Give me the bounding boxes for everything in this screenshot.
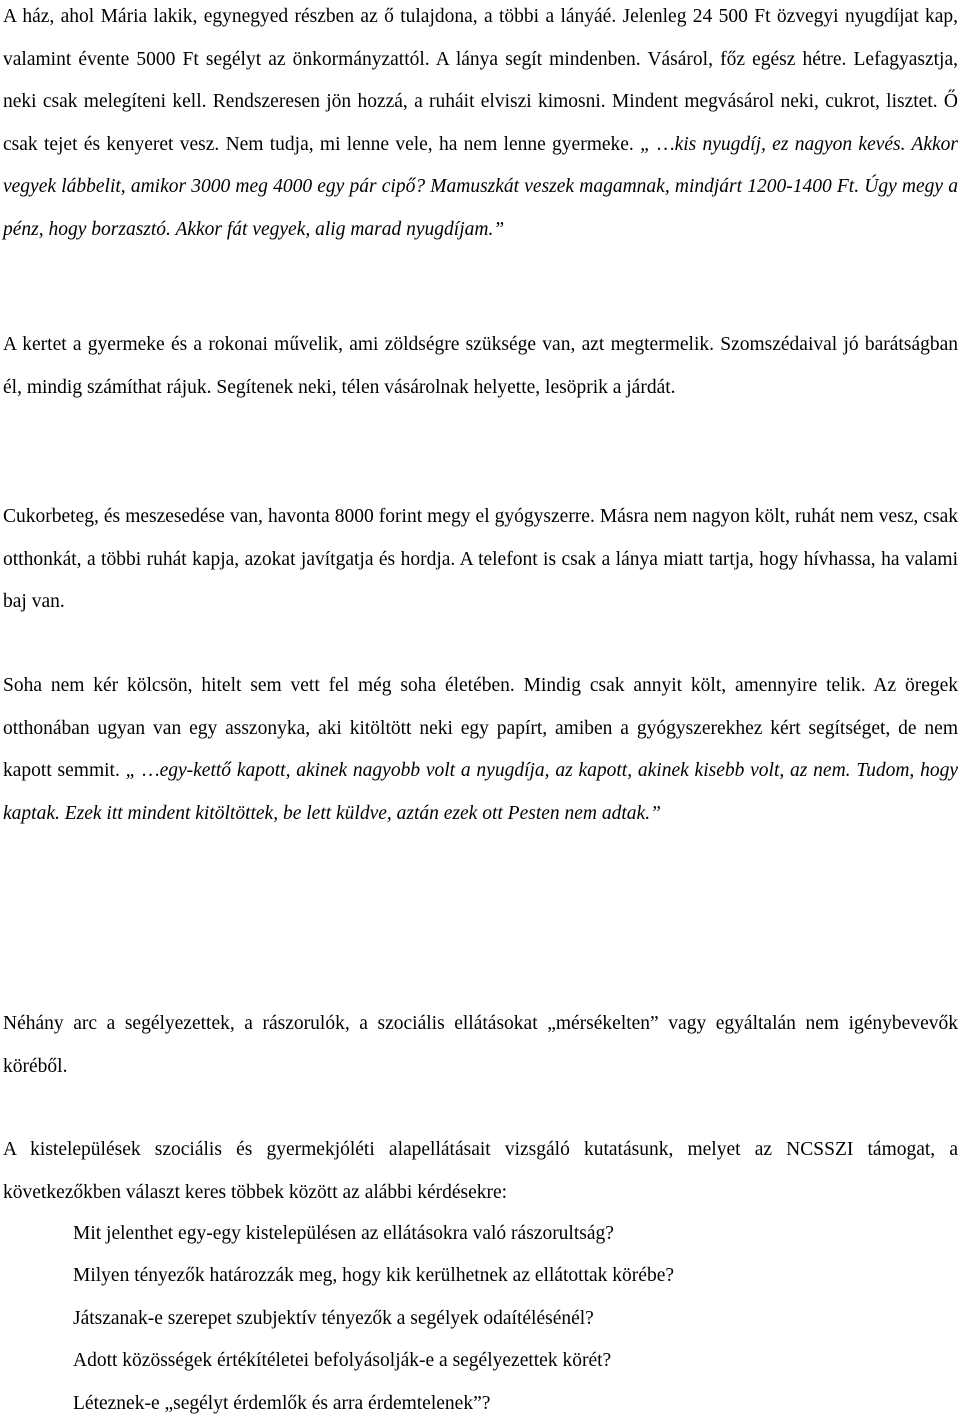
paragraph-faces-intro: Néhány arc a segélyezettek, a rászorulók, a szociális ellátásokat „mérsékelten” vagy egyáltalán nem igénybevevők köréből. xyxy=(3,1013,958,1077)
interview-quote: „ …kis nyugdíj, ez nagyon kevés. Akkor vegyek lábbelit, amikor 3000 meg 4000 egy pár cipő? Mamuszkát veszek magamnak, mindjárt 1200-1400 Ft. Úgy megy a pénz, hogy borzasztó. Akkor fát vegyek, alig marad nyugdíjam.” xyxy=(3,133,958,240)
research-questions-list xyxy=(73,1213,953,1425)
research-question: Mit jelenthet egy-egy kistelepülésen az ellátásokra való rászorultság? xyxy=(73,1223,614,1244)
paragraph-text: Soha nem kér kölcsön, hitelt sem vett fel még soha életében. Mindig csak annyit költ, amennyire telik. Az öregek otthonában ugyan van egy asszonyka, aki kitöltött neki egy papírt, amiben a gyógyszerekhez kért segítséget, de nem kapott semmit. xyxy=(3,675,958,782)
research-question: Milyen tényezők határozzák meg, hogy kik kerülhetnek az ellátottak körébe? xyxy=(73,1265,675,1287)
paragraph-maria-household xyxy=(3,0,958,252)
paragraph-garden-neighbors: A kertet a gyermeke és a rokonai művelik, ami zöldségre szüksége van, azt megtermelik. Szomszédaival jó barátságban él, mindig számíthat rájuk. Segítenek neki, télen vásárolnak helyette, lesöprik a járdát. xyxy=(3,334,958,398)
paragraph-research-intro: A kistelepülések szociális és gyermekjóléti alapellátásait vizsgáló kutatásunk, melyet az NCSSZI támogat, a következőkben választ keres többek között az alábbi kérdésekre: xyxy=(3,1139,958,1203)
paragraph-no-loans xyxy=(3,665,958,835)
research-question: Léteznek-e „segélyt érdemlők és arra érdemtelenek”? xyxy=(73,1392,491,1414)
interview-quote: „ …egy-kettő kapott, akinek nagyobb volt a nyugdíja, az kapott, akinek kisebb volt, az nem. Tudom, hogy kaptak. Ezek itt mindent kitöltöttek, be lett küldve, aztán ezek ott Pesten nem adtak.” xyxy=(3,760,959,824)
research-question: Játszanak-e szerepet szubjektív tényezők a segélyek odaítélésénél? xyxy=(73,1307,594,1329)
paragraph-health-expenses: Cukorbeteg, és meszesedése van, havonta 8000 forint megy el gyógyszerre. Másra nem nagyon költ, ruhát nem vesz, csak otthonkát, a többi ruhát kapja, azokat javítgatja és hordja. A telefont is csak a lánya miatt tartja, hogy hívhassa, ha valami baj van. xyxy=(3,506,958,613)
paragraph-text: A ház, ahol Mária lakik, egynegyed részben az ő tulajdona, a többi a lányáé. Jelenleg 24 500 Ft özvegyi nyugdíjat kap, valamint évente 5000 Ft segélyt az önkormányzattól. A lánya segít mindenben. Vásárol, főz egész hétre. Lefagyasztja, neki csak melegíteni kell. Rendszeresen jön hozzá, a ruháit elviszi kimosni. Mindent megvásárol neki, cukrot, lisztet. Ő csak tejet és kenyeret vesz. Nem tudja, mi lenne vele, ha nem lenne gyermeke. xyxy=(3,6,958,155)
research-question: Adott közösségek értékítéletei befolyásolják-e a segélyezettek körét? xyxy=(73,1350,612,1372)
